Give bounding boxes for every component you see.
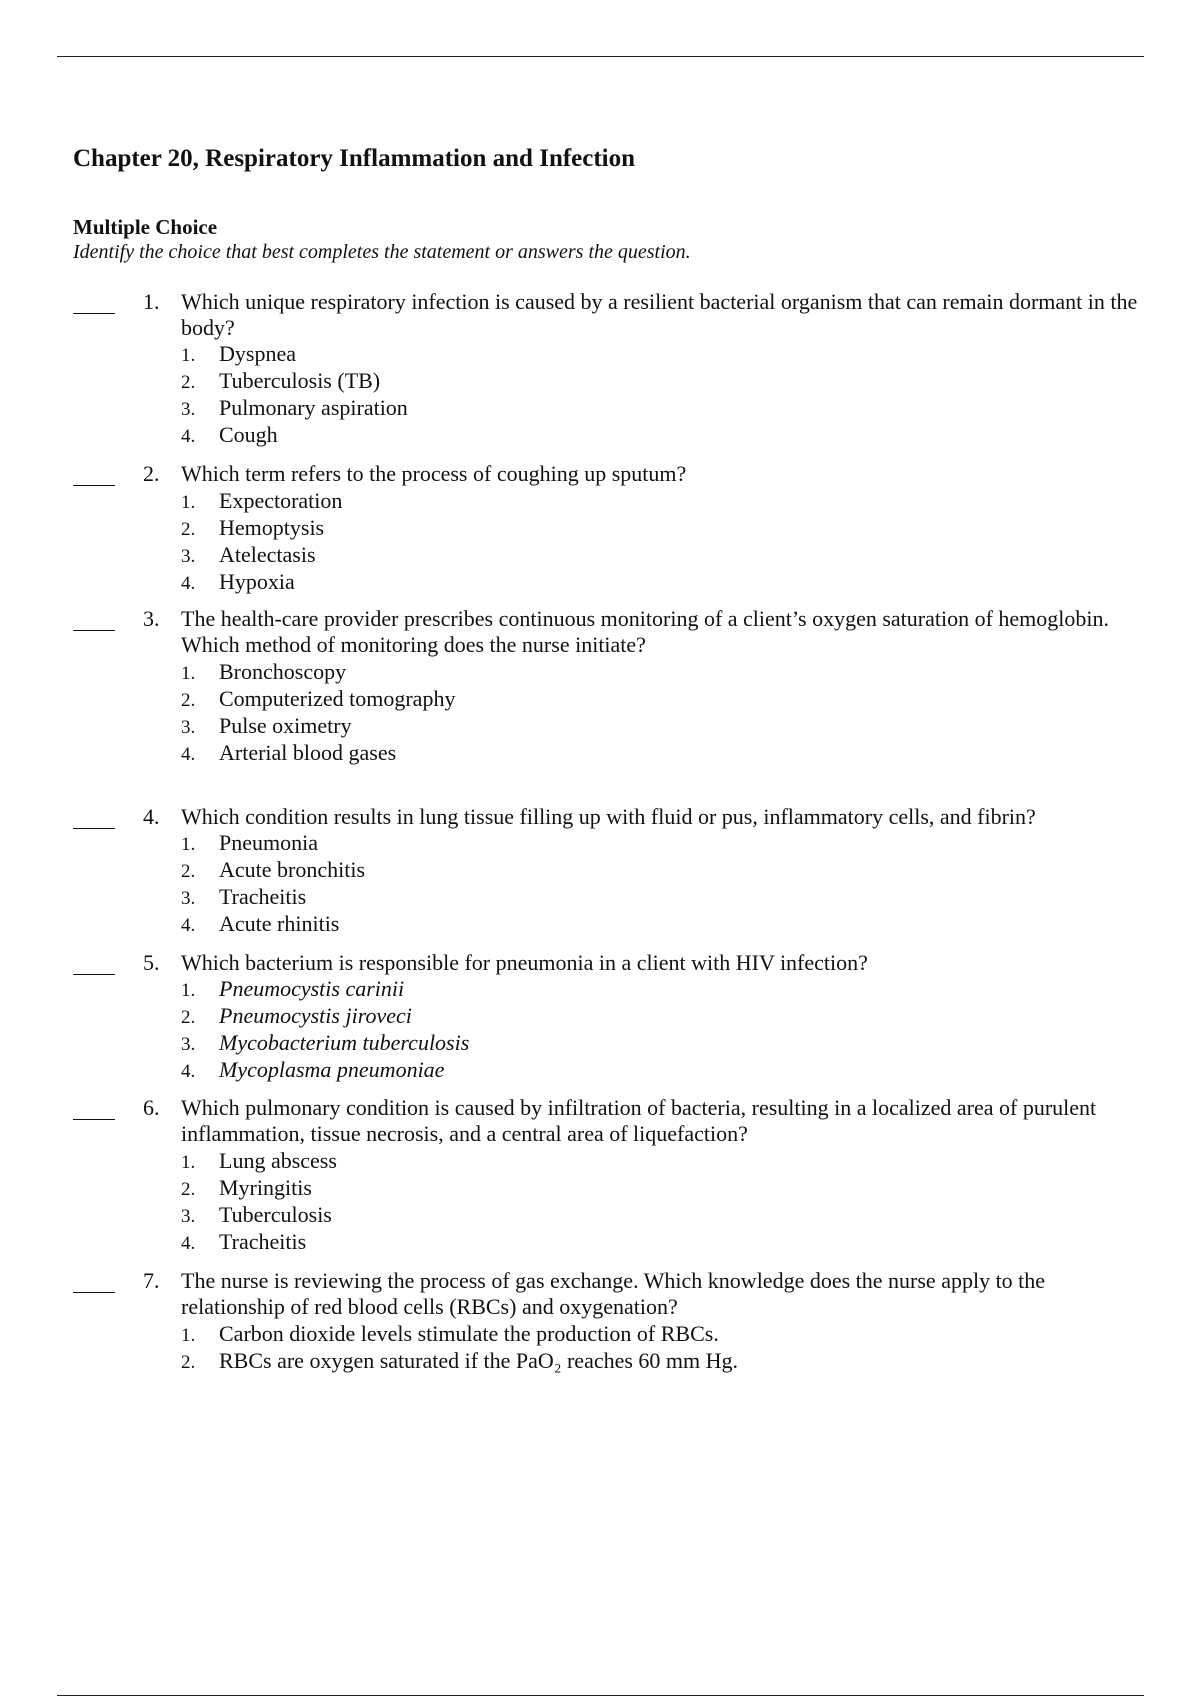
answer-blank[interactable] bbox=[73, 485, 115, 486]
option-text: Myringitis bbox=[219, 1175, 312, 1200]
option-text: Hemoptysis bbox=[219, 515, 325, 540]
answer-blank[interactable] bbox=[73, 974, 115, 975]
option-number: 4. bbox=[181, 915, 196, 936]
option-item[interactable] bbox=[181, 740, 455, 767]
question-text: Which unique respiratory infection is caused by a resilient bacterial organism that can remain dormant in the body? bbox=[181, 289, 1138, 340]
option-list bbox=[181, 488, 342, 596]
question-text: The nurse is reviewing the process of gas exchange. Which knowledge does the nurse apply to the relationship of red blood cells (RBCs) and oxygenation? bbox=[181, 1268, 1046, 1319]
question-number: 2. bbox=[143, 461, 160, 486]
option-text: Arterial blood gases bbox=[219, 740, 397, 765]
option-text: Mycobacterium tuberculosis bbox=[219, 1030, 470, 1055]
option-number: 4. bbox=[181, 1233, 196, 1254]
section-heading: Multiple Choice bbox=[73, 215, 218, 239]
option-list bbox=[181, 830, 365, 938]
option-text: Dyspnea bbox=[219, 341, 296, 366]
option-number: 1. bbox=[181, 492, 196, 513]
question-number: 4. bbox=[143, 804, 160, 829]
option-item[interactable] bbox=[181, 422, 408, 449]
option-item[interactable] bbox=[181, 395, 408, 422]
option-item[interactable] bbox=[181, 341, 408, 368]
option-item[interactable] bbox=[181, 976, 469, 1003]
option-item[interactable] bbox=[181, 911, 365, 938]
option-number: 2. bbox=[181, 519, 196, 540]
option-item[interactable] bbox=[181, 488, 342, 515]
option-item[interactable] bbox=[181, 1057, 469, 1084]
option-number: 1. bbox=[181, 834, 196, 855]
option-number: 3. bbox=[181, 546, 196, 567]
question-number: 3. bbox=[143, 606, 160, 631]
option-item[interactable] bbox=[181, 884, 365, 911]
option-number: 1. bbox=[181, 1152, 196, 1173]
option-item[interactable] bbox=[181, 1148, 337, 1175]
option-text: Cough bbox=[219, 422, 278, 447]
option-text: Acute rhinitis bbox=[219, 911, 340, 936]
bottom-rule bbox=[57, 1695, 1144, 1696]
option-item[interactable] bbox=[181, 368, 408, 395]
option-text: Hypoxia bbox=[219, 569, 295, 594]
option-number: 3. bbox=[181, 399, 196, 420]
option-item[interactable] bbox=[181, 1202, 337, 1229]
option-item[interactable] bbox=[181, 1030, 469, 1057]
option-number: 2. bbox=[181, 690, 196, 711]
option-number: 2. bbox=[181, 372, 196, 393]
option-number: 3. bbox=[181, 1206, 196, 1227]
option-item[interactable] bbox=[181, 713, 455, 740]
option-list bbox=[181, 1321, 738, 1375]
question-text: Which term refers to the process of coughing up sputum? bbox=[181, 461, 687, 486]
option-text: Expectoration bbox=[219, 488, 343, 513]
option-item[interactable] bbox=[181, 659, 455, 686]
option-text: Pneumocystis jiroveci bbox=[219, 1003, 412, 1028]
question-number: 5. bbox=[143, 950, 160, 975]
question-text: Which condition results in lung tissue filling up with fluid or pus, inflammatory cells, and fibrin? bbox=[181, 804, 1036, 829]
chapter-title: Chapter 20, Respiratory Inflammation and Infection bbox=[73, 145, 636, 172]
instructions: Identify the choice that best completes the statement or answers the question. bbox=[73, 241, 691, 263]
option-text: Tuberculosis (TB) bbox=[219, 368, 381, 393]
option-item[interactable] bbox=[181, 542, 342, 569]
answer-blank[interactable] bbox=[73, 828, 115, 829]
option-list bbox=[181, 341, 408, 449]
answer-blank[interactable] bbox=[73, 1292, 115, 1293]
option-item[interactable] bbox=[181, 1229, 337, 1256]
option-item[interactable] bbox=[181, 1348, 738, 1375]
option-item[interactable] bbox=[181, 1003, 469, 1030]
question-number: 6. bbox=[143, 1095, 160, 1120]
option-number: 1. bbox=[181, 1325, 196, 1346]
option-text: Computerized tomography bbox=[219, 686, 456, 711]
option-number: 1. bbox=[181, 663, 196, 684]
option-item[interactable] bbox=[181, 857, 365, 884]
option-text: Pulmonary aspiration bbox=[219, 395, 408, 420]
option-text: Tracheitis bbox=[219, 884, 307, 909]
option-number: 3. bbox=[181, 717, 196, 738]
option-number: 2. bbox=[181, 1352, 196, 1373]
option-item[interactable] bbox=[181, 515, 342, 542]
option-text: Acute bronchitis bbox=[219, 857, 366, 882]
option-number: 4. bbox=[181, 426, 196, 447]
option-list bbox=[181, 659, 455, 767]
option-list bbox=[181, 1148, 337, 1256]
option-text: Atelectasis bbox=[219, 542, 316, 567]
option-text: Pulse oximetry bbox=[219, 713, 352, 738]
question-text: The health-care provider prescribes continuous monitoring of a client’s oxygen saturation of hemoglobin. Which method of monitoring does the nurse initiate? bbox=[181, 606, 1110, 657]
question-number: 1. bbox=[143, 289, 160, 314]
option-text: Lung abscess bbox=[219, 1148, 337, 1173]
answer-blank[interactable] bbox=[73, 313, 115, 314]
option-text: Tracheitis bbox=[219, 1229, 307, 1254]
top-rule bbox=[57, 56, 1144, 57]
option-text: Mycoplasma pneumoniae bbox=[219, 1057, 445, 1082]
option-item[interactable] bbox=[181, 686, 455, 713]
option-item[interactable] bbox=[181, 569, 342, 596]
option-item[interactable] bbox=[181, 1175, 337, 1202]
option-number: 2. bbox=[181, 1179, 196, 1200]
option-number: 3. bbox=[181, 1034, 196, 1055]
option-text: Pneumocystis carinii bbox=[219, 976, 405, 1001]
option-text: Pneumonia bbox=[219, 830, 318, 855]
option-number: 1. bbox=[181, 980, 196, 1001]
option-list bbox=[181, 976, 469, 1084]
question-text: Which pulmonary condition is caused by infiltration of bacteria, resulting in a localized area of purulent inflammation, tissue necrosis, and a central area of liquefaction? bbox=[181, 1095, 1097, 1146]
option-text: Carbon dioxide levels stimulate the production of RBCs. bbox=[219, 1321, 719, 1346]
option-number: 4. bbox=[181, 573, 196, 594]
answer-blank[interactable] bbox=[73, 630, 115, 631]
option-number: 4. bbox=[181, 1061, 196, 1082]
option-text: RBCs are oxygen saturated if the PaO₂ reaches 60 mm Hg. bbox=[219, 1348, 739, 1373]
option-number: 2. bbox=[181, 861, 196, 882]
answer-blank[interactable] bbox=[73, 1119, 115, 1120]
option-text: Bronchoscopy bbox=[219, 659, 347, 684]
option-item[interactable] bbox=[181, 830, 365, 857]
option-item[interactable] bbox=[181, 1321, 738, 1348]
option-number: 4. bbox=[181, 744, 196, 765]
question-text: Which bacterium is responsible for pneumonia in a client with HIV infection? bbox=[181, 950, 868, 975]
option-number: 3. bbox=[181, 888, 196, 909]
question-number: 7. bbox=[143, 1268, 160, 1293]
option-number: 1. bbox=[181, 345, 196, 366]
option-text: Tuberculosis bbox=[219, 1202, 332, 1227]
option-number: 2. bbox=[181, 1007, 196, 1028]
